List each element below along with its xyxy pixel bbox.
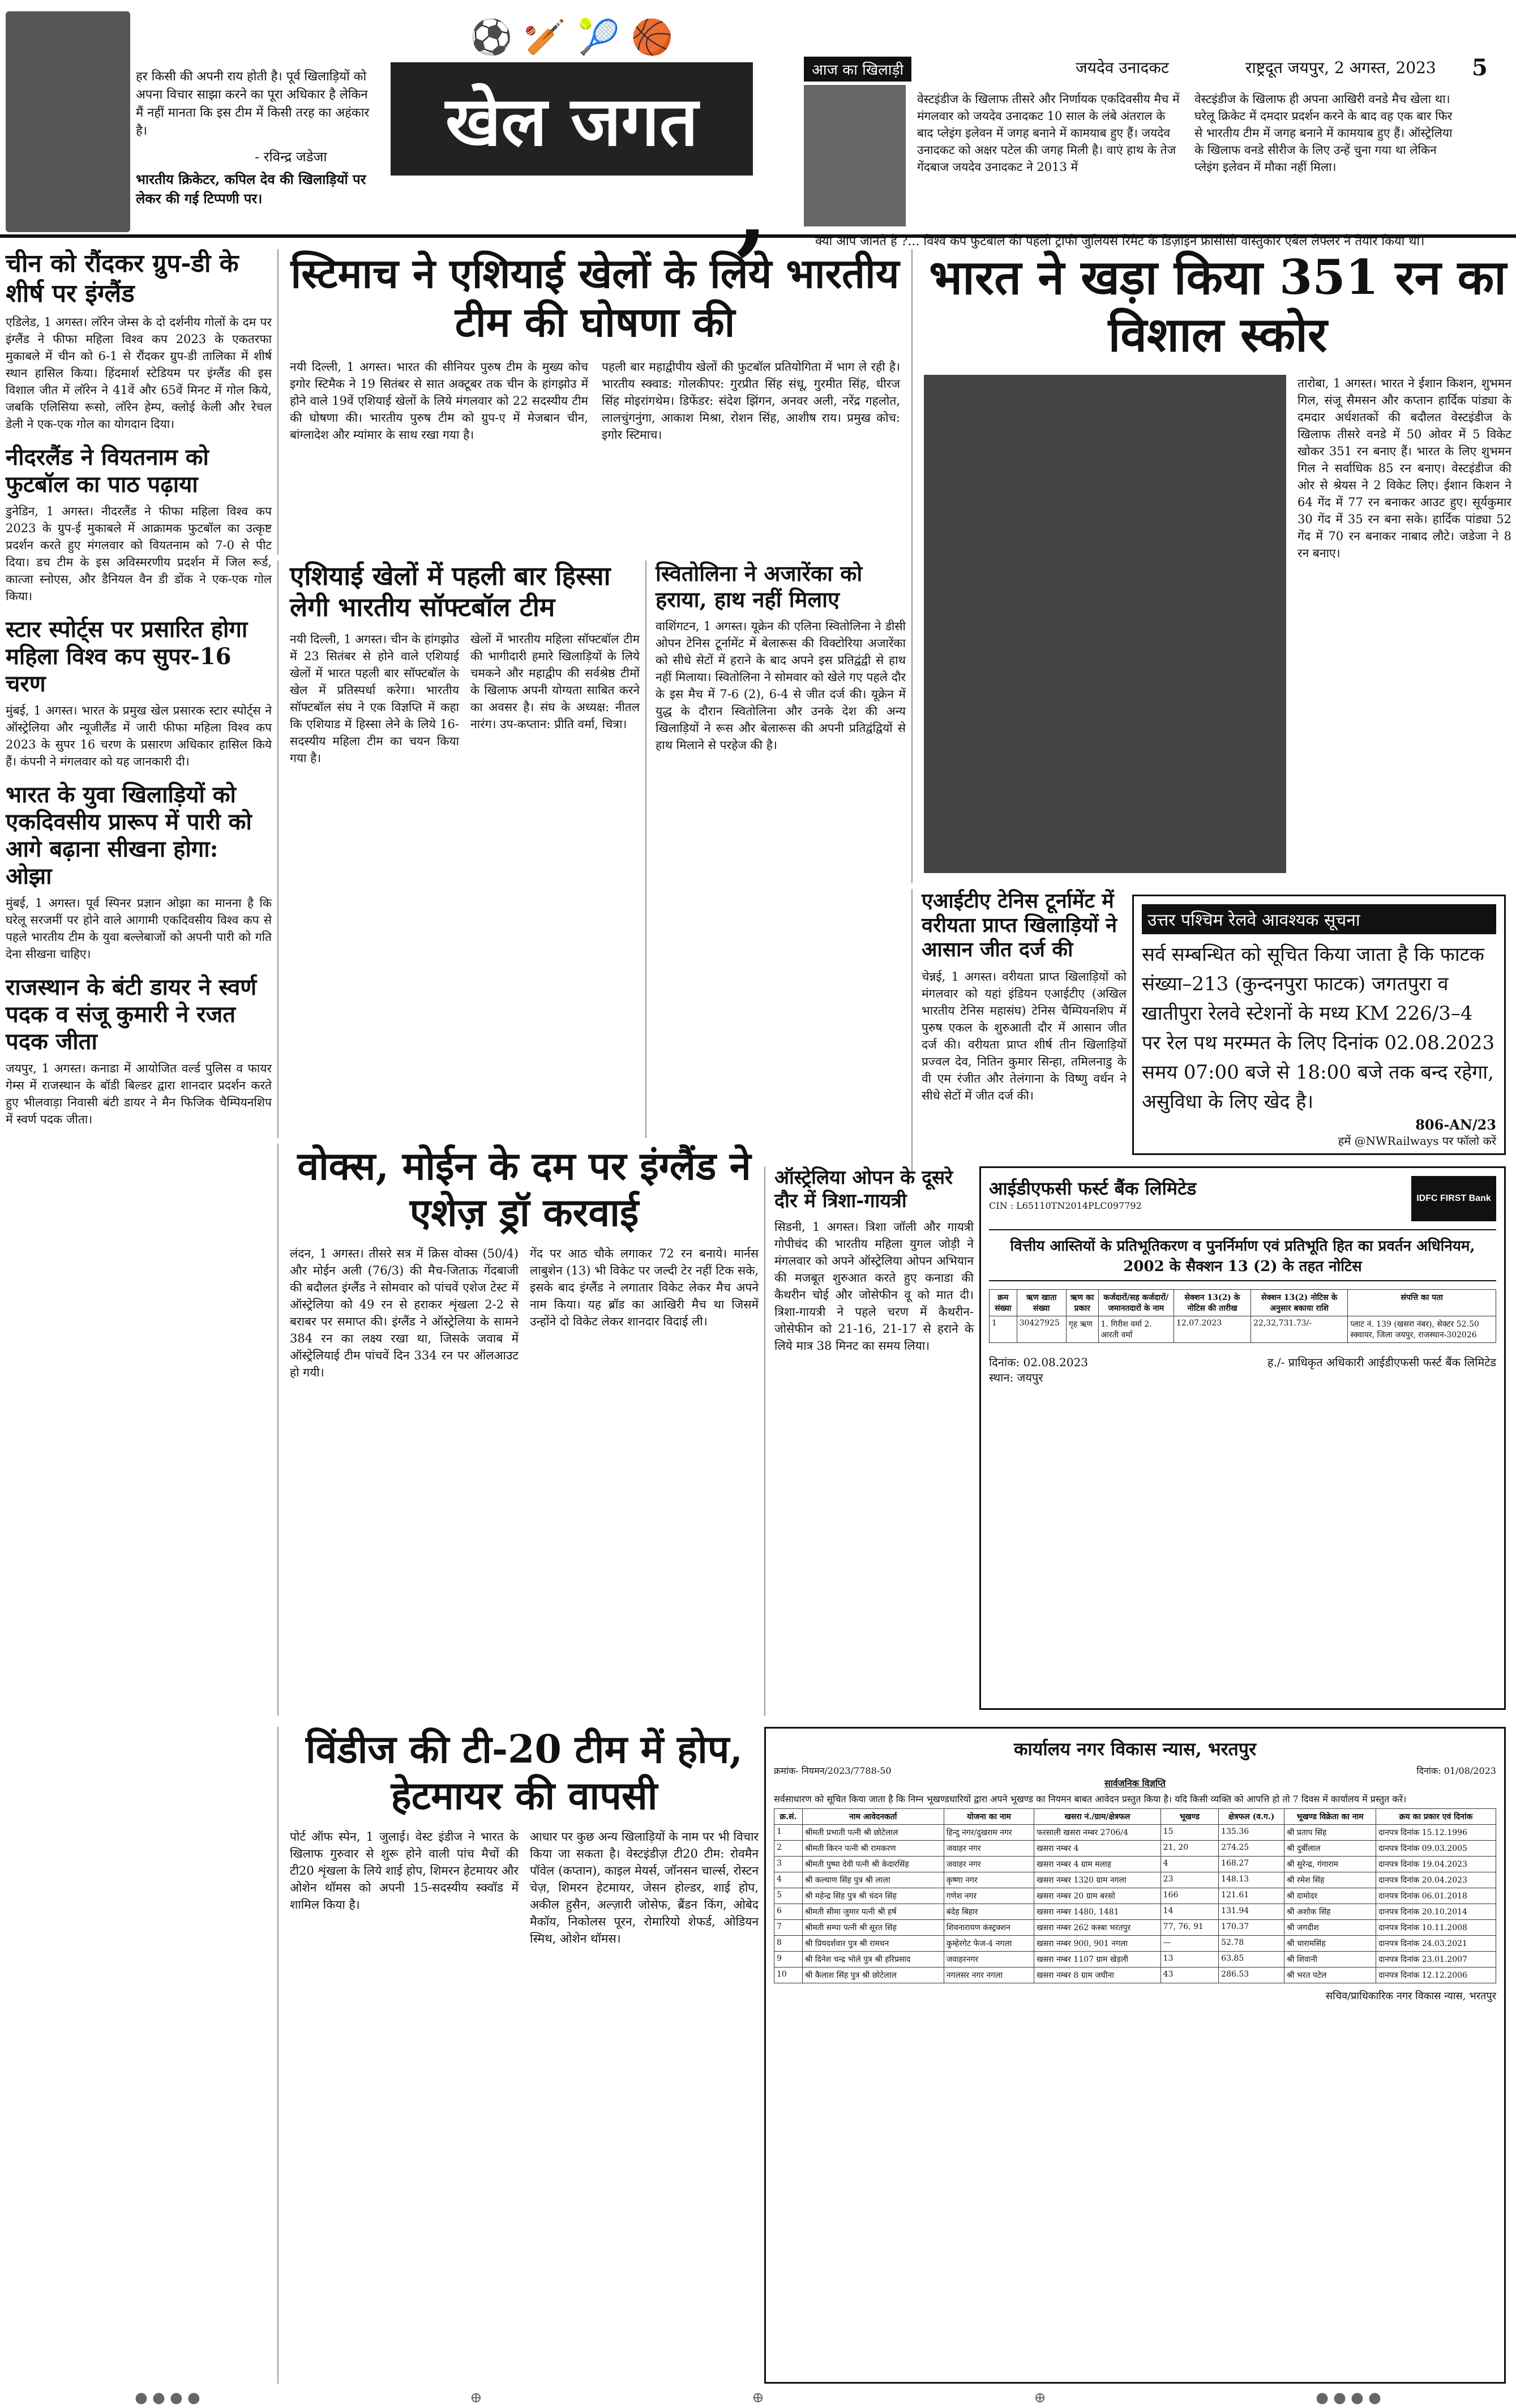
table-cell: 5	[774, 1888, 803, 1904]
registration-mark-icon: ● ● ● ●	[135, 2389, 200, 2406]
windies-article	[277, 1727, 759, 2384]
basketball-icon: 🏀	[631, 17, 674, 57]
article-headline: स्टार स्पोर्ट्स पर प्रसारित होगा महिला विश्व कप सुपर-16 चरण	[6, 615, 248, 697]
aita-article	[911, 889, 1127, 1172]
idfc-table	[989, 1289, 1496, 1343]
article-body: तारोबा, 1 अगस्त। भारत ने ईशान किशन, शुभमन गिल, संजू सैमसन और कप्तान हार्दिक पांड्या के दमदार अर्धशतकों की बदौलत वेस्टइंडीज के खिलाफ तीसरे वनडे में 50 ओवर में 5 विकेट खोकर 351 रन बनाए हैं। भारत के लिए शुभमन गिल ने सर्वाधिक 85 रन बनाए। वेस्टइंडीज की ओर से श्रेयस ने 2 विकेट लिए। ईशान किशन ने 64 गेंद में 77 रन बनाकर आउट हुए। सूर्यकुमार 30 गेंद में 35 रन बना सके। हार्दिक पांड्या 52 गेंद में 70 रन बनाकर नाबाद लौटे। जडेजा ने 8 रन बनाए।	[1297, 376, 1511, 560]
table-cell: 21, 20	[1160, 1841, 1219, 1857]
table-row	[774, 1904, 1496, 1920]
table-cell: खसरा नम्बर 1320 ग्राम नगला	[1034, 1872, 1160, 1888]
table-cell: 6	[774, 1904, 803, 1920]
table-cell: श्री दिनेश चन्द्र भोले पुत्र श्री हरिप्रसाद	[802, 1952, 944, 1968]
table-header: क्र.सं.	[774, 1809, 803, 1825]
table-cell: 148.13	[1219, 1872, 1284, 1888]
article-headline: स्टिमाच ने एशियाई खेलों के लिये भारतीय टीम की घोषणा की	[290, 249, 900, 347]
notice-ref: 806-AN/23	[1415, 1117, 1496, 1133]
article-body: नयी दिल्ली, 1 अगस्त। भारत की सीनियर पुरुष टीम के मुख्य कोच इगोर स्टिमैक ने 19 सितंबर से सात अक्टूबर तक चीन के हांगझोउ में होने वाले 19वें एशियाई खेलों के लिये मंगलवार को 22 सदस्यीय टीम की घोषणा की। भारतीय पुरुष टीम को ग्रुप-ए में मेजबान चीन, बांग्लादेश और म्यांमार के साथ रखा गया है।	[290, 360, 588, 442]
table-cell: 274.25	[1219, 1841, 1284, 1857]
table-cell: 135.36	[1219, 1825, 1284, 1841]
table-cell: 15	[1160, 1825, 1219, 1841]
table-cell: 131.94	[1219, 1904, 1284, 1920]
table-cell: श्रीमती सम्पा पत्नी श्री सूरत सिंह	[802, 1920, 944, 1936]
notice-body: सर्व सम्बन्धित को सूचित किया जाता है कि फाटक संख्या–213 (कुन्दनपुरा फाटक) जगतपुरा व खातीपुरा रेलवे स्टेशनों के मध्य KM 226/3–4 पर रेल पथ मरम्मत के लिए दिनांक 02.08.2023 समय 07:00 बजे से 18:00 बजे तक बन्द रहेगा, असुविधा के लिए खेद है।	[1142, 943, 1495, 1113]
table-header: कर्जदारों/सह कर्जदारों/जमानतदारों के नाम	[1098, 1290, 1174, 1316]
table-cell: 12.07.2023	[1174, 1316, 1251, 1343]
table-header: खसरा नं./ग्राम/क्षेत्रफल	[1034, 1809, 1160, 1825]
table-cell: श्री कल्याण सिंह पुत्र श्री लाला	[802, 1872, 944, 1888]
table-cell: खसरा नम्बर 262 कस्बा भरतपुर	[1034, 1920, 1160, 1936]
table-cell: 13	[1160, 1952, 1219, 1968]
table-cell: श्री सुरेन्द्र, गंगाराम	[1284, 1857, 1376, 1872]
table-cell: 1. गिरीश वर्मा 2. आरती वर्मा	[1098, 1316, 1174, 1343]
article-body: सिडनी, 1 अगस्त। त्रिशा जॉली और गायत्री गोपीचंद की भारतीय महिला युगल जोड़ी ने मंगलवार को अपने ऑस्ट्रेलिया ओपन अभियान की मजबूत शुरुआत करते हुए कनाडा की कैथरीन चोई और जोसेफीन वू को मात दी। त्रिशा-गायत्री ने पहले चरण में कैथरीन-जोसेफीन को 21-16, 21-17 से हराने के लिये मात्र 38 मिनट का समय लिया।	[774, 1220, 974, 1353]
table-row	[774, 1841, 1496, 1857]
table-cell: 170.37	[1219, 1920, 1284, 1936]
article-body: गेंद पर आठ चौके लगाकर 72 रन बनाये। मार्नस लाबुशेन (13) भी विकेट पर जल्दी टेर नहीं टिक सके, इसके बाद इंग्लैंड ने लगातार विकेट लेकर मैच अपने नाम किया। यह ब्रॉड का आखिरी मैच था जिसमें उन्होंने दो विकेट लेकर शानदार विदाई ली।	[530, 1247, 759, 1329]
article-headline: ऑस्ट्रेलिया ओपन के दूसरे दौर में त्रिशा-गायत्री	[774, 1166, 953, 1212]
notice-ref: क्रमांक- नियमन/2023/7788-50	[774, 1765, 892, 1776]
table-cell: दानपत्र दिनांक 19.04.2023	[1376, 1857, 1496, 1872]
article-body: चेन्नई, 1 अगस्त। वरीयता प्राप्त खिलाड़ियों को मंगलवार को यहां इंडियन एआईटीए (अखिल भारतीय टेनिस महासंघ) टेनिस चैम्पियनशिप में पुरुष एकल के शुरुआती दौर में आसान जीत दर्ज की। वरीयता प्राप्त शीर्ष तीन खिलाड़ियों प्रज्वल देव, नितिन कुमार सिन्हा, तमिलनाडु के वी एम रंजीत और तेलंगाना के विष्णु वर्धन ने सीधे सेटों में जीत दर्ज की।	[922, 969, 1127, 1102]
table-header: सेक्शन 13(2) के नोटिस की तारीख	[1174, 1290, 1251, 1316]
notice-date: दिनांक: 02.08.2023	[989, 1355, 1089, 1369]
table-cell: श्री महेन्द्र सिंह पुत्र श्री चंदन सिंह	[802, 1888, 944, 1904]
article-body: पोर्ट ऑफ स्पेन, 1 जुलाई। वेस्ट इंडीज ने भारत के खिलाफ गुरुवार से शुरू होने वाली पांच मैचों की टी20 शृंखला के लिये शाई होप, शिमरन हेटमायर और ओशेन थॉमस को अपनी 15-सदस्यीय स्क्वॉड में शामिल किया है।	[290, 1830, 519, 1912]
sports-icons	[391, 11, 753, 62]
notice-intro: सर्वसाधारण को सूचित किया जाता है कि निम्न भूखण्डधारियों द्वारा अपने भूखण्ड का नियमन बाबत आवेदन प्रस्तुत किया है। यदि किसी व्यक्ति को आपत्ति हो तो 7 दिवस में कार्यालय में प्रस्तुत करें।	[774, 1794, 1407, 1804]
article-headline: चीन को रौंदकर ग्रुप-डी के शीर्ष पर इंग्लैंड	[6, 249, 239, 308]
table-cell: श्री चारामसिंह	[1284, 1936, 1376, 1952]
table-header: ऋण का प्रकार	[1066, 1290, 1098, 1316]
table-cell: 2	[774, 1841, 803, 1857]
quote-author-photo	[6, 11, 130, 232]
table-row	[774, 1888, 1496, 1904]
table-cell: जवाहर नगर	[944, 1857, 1034, 1872]
table-cell: 7	[774, 1920, 803, 1936]
table-cell: कुम्हेरगेट फेज-4 नगला	[944, 1936, 1034, 1952]
table-cell: श्री भरत पटेल	[1284, 1968, 1376, 1983]
registration-mark-icon: ● ● ● ●	[1316, 2389, 1381, 2406]
table-header: क्रय का प्रकार एवं दिनांक	[1376, 1809, 1496, 1825]
table-cell: खसरा नम्बर 1480, 1481	[1034, 1904, 1160, 1920]
print-registration-marks	[0, 2389, 1516, 2406]
table-cell: दानपत्र दिनांक 20.04.2023	[1376, 1872, 1496, 1888]
table-cell: श्री दामोदर	[1284, 1888, 1376, 1904]
notice-title: कार्यालय नगर विकास न्यास, भरतपुर	[1013, 1738, 1257, 1760]
table-cell: खसरा नम्बर 8 ग्राम जघीना	[1034, 1968, 1160, 1983]
table-header: नाम आवेदनकर्ता	[802, 1809, 944, 1825]
table-row	[774, 1968, 1496, 1983]
notice-bank-name: आईडीएफसी फर्स्ट बैंक लिमिटेड	[989, 1178, 1197, 1199]
table-cell: श्री प्रियदर्शवार पुत्र श्री रामधन	[802, 1936, 944, 1952]
table-cell: 166	[1160, 1888, 1219, 1904]
masthead-quote-caption: भारतीय क्रिकेटर, कपिल देव की खिलाड़ियों पर लेकर की गई टिप्पणी पर।	[136, 171, 366, 207]
notice-signatory: ह./- प्राधिकृत अधिकारी आईडीएफसी फर्स्ट बैंक लिमिटेड	[1267, 1355, 1496, 1369]
table-cell: फरसाली खसरा नम्बर 2706/4	[1034, 1825, 1160, 1841]
table-row	[774, 1857, 1496, 1872]
table-cell: दानपत्र दिनांक 10.11.2008	[1376, 1920, 1496, 1936]
table-cell: श्रीमती किरन पत्नी श्री रामकरण	[802, 1841, 944, 1857]
tennis-icon: 🎾	[577, 17, 620, 57]
table-cell: जवाहरनगर	[944, 1952, 1034, 1968]
table-cell: 1	[774, 1825, 803, 1841]
table-cell: प्लाट नं. 139 (खसरा नंबर), सेक्टर 52.50 स्क्वायर, जिला जयपुर, राजस्थान-302026	[1348, 1316, 1496, 1343]
table-cell: बंदेह बिहार	[944, 1904, 1034, 1920]
crosshair-icon: ⊕	[752, 2389, 764, 2406]
article-headline: भारत ने खड़ा किया 351 रन का विशाल स्कोर	[929, 249, 1506, 362]
notice-place: स्थान: जयपुर	[989, 1371, 1043, 1384]
article-headline: एआईटीए टेनिस टूर्नामेंट में वरीयता प्राप्त खिलाड़ियों ने आसान जीत दर्ज की	[922, 889, 1117, 962]
article-body: डुनेडिन, 1 अगस्त। नीदरलैंड ने फीफा महिला विश्व कप 2023 के ग्रुप-ई मुकाबले में आक्रामक फुटबॉल का उत्कृष्ट प्रदर्शन करते हुए मंगलवार को वियतनाम को 7-0 से पीट दिया। डच टीम के इस अविस्मरणीय प्रदर्शन में जिल रूर्ड, कात्जा स्नोएस, और डैनियल वैन डी डोंक ने एक-एक गोल किया।	[6, 504, 272, 603]
notice-date: दिनांक: 01/08/2023	[1416, 1765, 1496, 1776]
player-of-day-text-1: वेस्टइंडीज के खिलाफ तीसरे और निर्णायक एकदिवसीय मैच में मंगलवार को जयदेव उनादकट 10 साल के लंबे अंतराल के बाद प्लेइंग इलेवन में जगह बनाने में कामयाब हुए हैं। जयदेव उनादकट को अक्षर पटेल की जगह मिली है। वाएं हाथ के तेज गेंदबाज जयदेव उनादकट ने 2013 में	[917, 92, 1180, 174]
table-header: भूखण्ड विक्रेता का नाम	[1284, 1809, 1376, 1825]
table-cell: 9	[774, 1952, 803, 1968]
player-of-day-name: जयदेव उनादकट	[1076, 58, 1169, 77]
table-cell: श्री शिवानी	[1284, 1952, 1376, 1968]
table-cell: 168.27	[1219, 1857, 1284, 1872]
table-cell: —	[1160, 1936, 1219, 1952]
article-body: जयपुर, 1 अगस्त। कनाडा में आयोजित वर्ल्ड पुलिस व फायर गेम्स में राजस्थान के बॉडी बिल्डर द्वारा शानदार प्रदर्शन करते हुए भीलवाड़ा निवासी बंटी डायर ने मैन फिजिक चैम्पियनशिप में स्वर्ण पदक जीता।	[6, 1061, 272, 1126]
nagar-table	[774, 1808, 1496, 1983]
table-cell: 23	[1160, 1872, 1219, 1888]
article-headline: स्वितोलिना ने अजारेंका को हराया, हाथ नहीं मिलाए	[656, 561, 863, 612]
masthead-quote: हर किसी की अपनी राय होती है। पूर्व खिलाड़ियों को अपना विचार साझा करने का पूरा अधिकार है लेकिन मैं नहीं मानता कि इस टीम में किसी तरह का अहंकार है।	[136, 70, 370, 138]
table-cell: दानपत्र दिनांक 20.10.2014	[1376, 1904, 1496, 1920]
article-headline: नीदरलैंड ने वियतनाम को फुटबॉल का पाठ पढ़ाया	[6, 443, 209, 498]
nagar-vikas-notice	[764, 1727, 1506, 2384]
table-cell: खसरा नम्बर 900, 901 नगला	[1034, 1936, 1160, 1952]
table-cell: 52.78	[1219, 1936, 1284, 1952]
masthead-quote-attribution: - रविन्द्र जडेजा	[255, 149, 327, 165]
table-cell: श्री अशोक सिंह	[1284, 1904, 1376, 1920]
australia-open-article	[764, 1166, 974, 1716]
table-cell: दानपत्र दिनांक 09.03.2005	[1376, 1841, 1496, 1857]
table-cell: कृष्णा नगर	[944, 1872, 1034, 1888]
table-cell: 30427925	[1017, 1316, 1066, 1343]
table-cell: 4	[1160, 1857, 1219, 1872]
table-cell: नगलसर नगर नगला	[944, 1968, 1034, 1983]
table-cell: 22,32,731.73/-	[1251, 1316, 1348, 1343]
table-cell: 10	[774, 1968, 803, 1983]
table-header: क्षेत्रफल (व.ग.)	[1219, 1809, 1284, 1825]
table-header: भूखण्ड	[1160, 1809, 1219, 1825]
table-cell: हिन्दु नगर/दुखराम नगर	[944, 1825, 1034, 1841]
table-cell: खसरा नम्बर 4	[1034, 1841, 1160, 1857]
cricket-icon: 🏏	[524, 17, 566, 57]
article-body: पहली बार महाद्वीपीय खेलों की फुटबॉल प्रतियोगिता में भाग ले रही है। भारतीय स्क्वाड: गोलकीपर: गुरप्रीत सिंह संधू, गुरमीत सिंह, धीरज सिंह मोइरांगथेम। डिफेंडर: संदेश झिंगन, अनवर अली, नरेंद्र गहलोत, लालचुंगनुंगा, आकाश मिश्रा, रोशन सिंह, आशीष राय। प्रमुख कोच: इगोर स्टिमाच।	[602, 360, 900, 442]
notice-social: हमें @NWRailways पर फॉलो करें	[1338, 1134, 1496, 1148]
paper-dateline: राष्ट्रदूत जयपुर, 2 अगस्त, 2023	[1245, 58, 1436, 77]
india-score-article	[911, 249, 1511, 883]
table-cell: 8	[774, 1936, 803, 1952]
table-cell: 1	[990, 1316, 1017, 1343]
table-header: योजना का नाम	[944, 1809, 1034, 1825]
table-row	[774, 1920, 1496, 1936]
notice-title: उत्तर पश्चिम रेलवे आवश्यक सूचना	[1142, 904, 1496, 934]
table-cell: 121.61	[1219, 1888, 1284, 1904]
table-cell: 4	[774, 1872, 803, 1888]
table-cell: दानपत्र दिनांक 24.03.2021	[1376, 1936, 1496, 1952]
table-cell: श्रीमती सीमा जुमार पत्नी श्री हर्ष	[802, 1904, 944, 1920]
table-cell: गृह ऋण	[1066, 1316, 1098, 1343]
table-cell: 286.53	[1219, 1968, 1284, 1983]
page-number: 5	[1472, 54, 1488, 81]
table-cell: श्री प्रताप सिंह	[1284, 1825, 1376, 1841]
stimac-article	[277, 249, 900, 555]
notice-subtitle: सार्वजनिक विज्ञप्ति	[1104, 1778, 1166, 1789]
article-headline: एशियाई खेलों में पहली बार हिस्सा लेगी भारतीय सॉफ्टबॉल टीम	[290, 561, 611, 623]
cricket-photo	[924, 375, 1286, 873]
article-body: नयी दिल्ली, 1 अगस्त। चीन के हांगझोउ में 23 सितंबर से होने वाले एशियाई खेलों में भारत पहली बार सॉफ्टबॉल के खेल में प्रतिस्पर्धा करेगा। भारतीय सॉफ्टबॉल संघ ने एक विज्ञप्ति में कहा कि एशियाड में हिस्सा लेने के लिये 16-सदस्यीय महिला टीम का चयन किया गया है।	[290, 632, 459, 765]
notice-title: वित्तीय आस्तियों के प्रतिभूतिकरण व पुनर्निर्माण एवं प्रतिभूति हित का प्रवर्तन अधिनियम, 2002 के सैक्शन 13 (2) के तहत नोटिस	[989, 1229, 1496, 1281]
woakes-article	[277, 1144, 759, 1716]
player-of-day-text-2: वेस्टइंडीज के खिलाफ ही अपना आखिरी वनडे मैच खेला था। घरेलू क्रिकेट में दमदार प्रदर्शन करने के बाद वह एक बार फिर से भारतीय टीम में जगह बनाने में कामयाब हुए हैं। ऑस्ट्रेलिया के खिलाफ वनडे सीरीज के लिए उन्हें चुना गया था लेकिन प्लेइंग इलेवन में मौका नहीं मिला।	[1194, 92, 1453, 174]
idfc-logo: IDFC FIRST Bank	[1411, 1176, 1496, 1221]
table-cell: 14	[1160, 1904, 1219, 1920]
article-body: लंदन, 1 अगस्त। तीसरे सत्र में क्रिस वोक्स (50/4) और मोईन अली (76/3) की मैच-जिताऊ गेंदबाजी की बदौलत इंग्लैंड ने सोमवार को पांचवें एशेज टेस्ट में ऑस्ट्रेलिया को 49 रन से हराकर शृंखला 2-2 से बराबर पर समाप्त की। इंग्लैंड ने ऑस्ट्रेलिया के सामने 384 रन का लक्ष्य रखा था, जिसके जवाब में ऑस्ट्रेलियाई टीम पांचवें दिन 334 रन पर ऑलआउट हो गयी।	[290, 1247, 519, 1380]
table-cell: दानपत्र दिनांक 23.01.2007	[1376, 1952, 1496, 1968]
table-cell: श्री जगदीश	[1284, 1920, 1376, 1936]
article-body: आधार पर कुछ अन्य खिलाड़ियों के नाम पर भी विचार किया जा सकता है। वेस्टइंडीज़ टी20 टीम: रोवमैन पॉवेल (कप्तान), काइल मेयर्स, जॉनसन चार्ल्स, रोस्टन चेज़, शिमरन हेटमायर, जेसन होल्डर, शाई होप, अकील हुसैन, अल्ज़ारी जोसेफ, ब्रैंडन किंग, ओबेद मैकॉय, निकोलस पूरन, रोमारियो शेफर्ड, ओडियन स्मिथ, ओशेन थॉमस।	[530, 1830, 759, 1946]
table-cell: शिवनारायण कंस्ट्रक्शन	[944, 1920, 1034, 1936]
section-brand: खेल जगत	[391, 62, 753, 176]
railway-notice	[1132, 895, 1506, 1155]
table-cell: श्रीमती पुष्पा देवी पत्नी श्री केदारसिंह	[802, 1857, 944, 1872]
football-icon: ⚽	[470, 17, 513, 57]
crosshair-icon: ⊕	[469, 2389, 482, 2406]
table-cell: 3	[774, 1857, 803, 1872]
table-row	[774, 1952, 1496, 1968]
article-headline: राजस्थान के बंटी डायर ने स्वर्ण पदक व संजू कुमारी ने रजत पदक जीता	[6, 973, 257, 1055]
table-cell: श्री कैलाश सिंह पुत्र श्री छोटेलाल	[802, 1968, 944, 1983]
player-of-day-photo	[804, 85, 906, 226]
table-cell: दानपत्र दिनांक 15.12.1996	[1376, 1825, 1496, 1841]
article-body: मुंबई, 1 अगस्त। पूर्व स्पिनर प्रज्ञान ओझा का मानना है कि घरेलू सरजमीं पर होने वाले आगामी एकदिवसीय विश्व कप से पहले भारतीय टीम के युवा बल्लेबाजों को अपनी पारी को गति देना सीखना चाहिए।	[6, 896, 272, 961]
article-body: खेलों में भारतीय महिला सॉफ्टबॉल टीम की भागीदारी हमारे खिलाड़ियों के लिये चमकने और महाद्वीप की सर्वश्रेष्ठ टीमों के खिलाफ अपनी योग्यता साबित करने का अवसर है। संघ के अध्यक्ष: नीतल नारंग। उप-कप्तान: प्रीति वर्मा, चित्रा।	[470, 632, 640, 732]
table-cell: 77, 76, 91	[1160, 1920, 1219, 1936]
table-header: ऋण खाता संख्या	[1017, 1290, 1066, 1316]
crosshair-icon: ⊕	[1034, 2389, 1046, 2406]
table-cell: गणेश नगर	[944, 1888, 1034, 1904]
player-of-day-label: आज का खिलाड़ी	[804, 57, 911, 82]
article-headline: वोक्स, मोईन के दम पर इंग्लैंड ने एशेज़ ड्रॉ करवाई	[297, 1144, 751, 1235]
table-cell: खसरा नम्बर 20 ग्राम बरसो	[1034, 1888, 1160, 1904]
table-header: क्रम संख्या	[990, 1290, 1017, 1316]
table-cell: जवाहर नगर	[944, 1841, 1034, 1857]
left-column	[6, 249, 272, 2384]
table-row	[774, 1872, 1496, 1888]
table-cell: दानपत्र दिनांक 12.12.2006	[1376, 1968, 1496, 1983]
table-row	[774, 1825, 1496, 1841]
table-cell: दानपत्र दिनांक 06.01.2018	[1376, 1888, 1496, 1904]
table-header: संपत्ति का पता	[1348, 1290, 1496, 1316]
table-row	[774, 1936, 1496, 1952]
table-cell: श्रीमती प्रभाती पत्नी श्री छोटेलाल	[802, 1825, 944, 1841]
did-you-know: क्या आप जानते हैं ?... विश्व कप फुटबॉल की पहली ट्रॉफी जुलियस रिमेट के डिज़ाइन फ्रांसीसी वास्तुकार एबेल लेफ्लर ने तैयार किया था।	[815, 234, 1425, 249]
table-cell: खसरा नम्बर 4 ग्राम मलाह	[1034, 1857, 1160, 1872]
table-cell: श्री दुर्बीलाल	[1284, 1841, 1376, 1857]
article-body: एडिलेड, 1 अगस्त। लॉरेन जेम्स के दो दर्शनीय गोलों के दम पर इंग्लैंड ने फीफा महिला विश्व कप 2023 के एकतरफा मुकाबले में चीन को 6-1 से रौंदकर ग्रुप-डी तालिका में शीर्ष स्थान हासिल किया। हिंदमार्श स्टेडियम पर इंग्लैंड की इस विशाल जीत में लॉरेन ने 41वें और 65वें मिनट में गोल किये, जबकि एलिसिया रूसो, लॉरेन हेम्प, क्लोई केली और रेचल डेली ने एक-एक गोल का योगदान दिया।	[6, 315, 272, 431]
article-body: मुंबई, 1 अगस्त। भारत के प्रमुख खेल प्रसारक स्टार स्पोर्ट्स ने ऑस्ट्रेलिया और न्यूजीलैंड में जारी फीफा महिला विश्व कप 2023 के सुपर 16 चरण के प्रसारण अधिकार हासिल किये हैं। कंपनी ने मंगलवार को यह जानकारी दी।	[6, 703, 272, 768]
softball-article	[277, 561, 640, 1138]
article-body: वाशिंगटन, 1 अगस्त। यूक्रेन की एलिना स्वितोलिना ने डीसी ओपन टेनिस टूर्नामेंट में बेलारूस की विक्टोरिया अजारेंका को सीधे सेटों में हराने के बाद अपने इस प्रतिद्वंद्वी से हाथ नहीं मिलाया। स्वितोलिना ने सोमवार को खेले गए पहले दौर के इस मैच में 7-6 (2), 6-4 से जीत दर्ज की। यूक्रेन में युद्ध के दौरान स्वितोलिना और उनके देश की अन्य खिलाड़ियों ने रूस और बेलारूस की अपनी प्रतिद्वंद्वियों से हाथ मिलाने से परहेज की है।	[656, 619, 906, 752]
article-headline: भारत के युवा खिलाड़ियों को एकदिवसीय प्रारूप में पारी को आगे बढ़ाना सीखना होगा: ओझा	[6, 781, 252, 889]
table-row	[990, 1316, 1496, 1343]
table-cell: खसरा नम्बर 1107 ग्राम खेड़ली	[1034, 1952, 1160, 1968]
brand-comma: ,	[736, 159, 768, 265]
notice-cin: CIN : L65110TN2014PLC097792	[989, 1200, 1142, 1211]
article-headline: विंडीज की टी-20 टीम में होप, हेटमायर की वापसी	[305, 1727, 743, 1819]
table-header: सेक्शन 13(2) नोटिस के अनुसार बकाया राशि	[1251, 1290, 1348, 1316]
table-cell: श्री रमेश सिंह	[1284, 1872, 1376, 1888]
svitolina-article	[645, 561, 906, 1138]
table-cell: 43	[1160, 1968, 1219, 1983]
idfc-notice	[979, 1166, 1506, 1710]
table-cell: 63.85	[1219, 1952, 1284, 1968]
notice-signatory: सचिव/प्राधिकारिक नगर विकास न्यास, भरतपुर	[1325, 1990, 1496, 2002]
